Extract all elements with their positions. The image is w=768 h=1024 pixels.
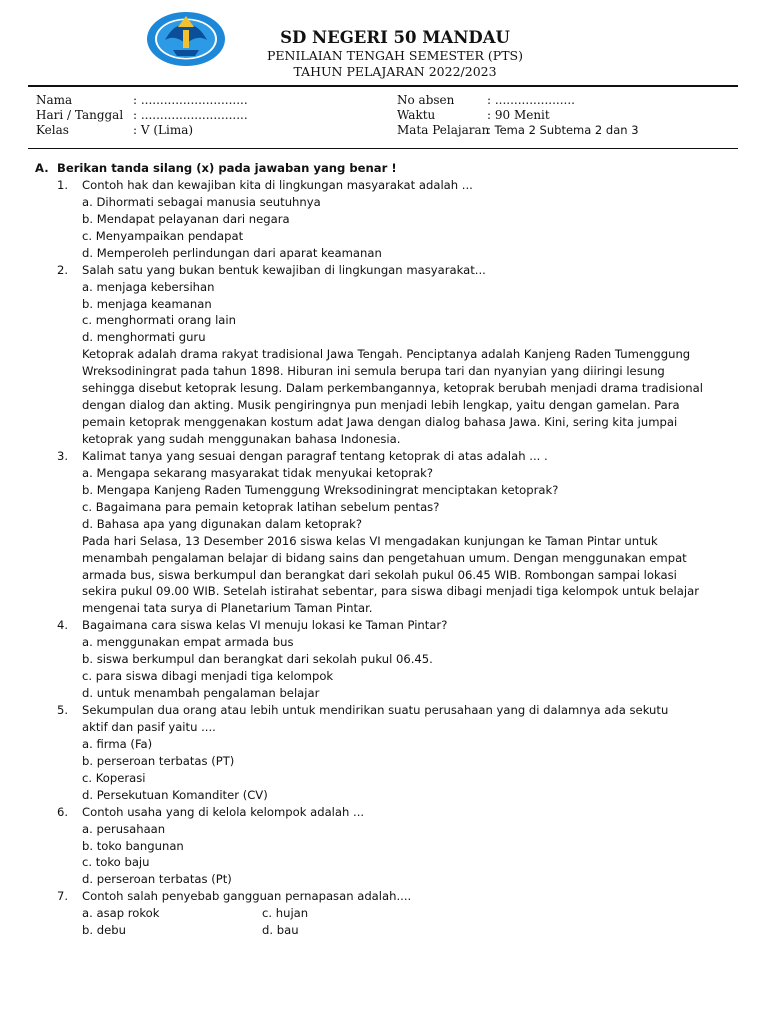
option-2a[interactable] bbox=[0, 279, 768, 296]
kelas-value: : V (Lima) bbox=[133, 123, 194, 137]
option-3b[interactable] bbox=[0, 482, 768, 499]
reading-paragraph-2-line bbox=[0, 550, 768, 567]
option-7a[interactable]: a. asap rokok bbox=[82, 906, 160, 921]
paragraph-text: mengenai tata surya di Planetarium Taman Pintar. bbox=[82, 601, 373, 616]
option-text: a. menjaga kebersihan bbox=[82, 279, 215, 294]
paragraph-text: Ketoprak adalah drama rakyat tradisional Jawa Tengah. Penciptanya adalah Kanjeng Raden Tumenggung bbox=[82, 347, 691, 362]
options-7-row-1 bbox=[0, 905, 768, 922]
option-text: a. Mengapa sekarang masyarakat tidak menyukai ketoprak? bbox=[82, 465, 434, 480]
option-text: b. siswa berkumpul dan berangkat dari sekolah pukul 06.45. bbox=[82, 652, 433, 667]
option-2c[interactable] bbox=[0, 312, 768, 329]
question-text: Kalimat tanya yang sesuai dengan paragraf tentang ketoprak di atas adalah ... . bbox=[82, 448, 548, 463]
option-6b[interactable] bbox=[0, 838, 768, 855]
option-text: b. menjaga keamanan bbox=[82, 296, 212, 311]
school-name: SD NEGERI 50 MANDAU bbox=[280, 28, 510, 47]
option-1b[interactable] bbox=[0, 211, 768, 228]
question-number: 6. bbox=[57, 804, 69, 819]
option-7d[interactable]: d. bau bbox=[262, 923, 299, 938]
question-5 bbox=[0, 702, 768, 719]
option-1d[interactable] bbox=[0, 245, 768, 262]
option-6c[interactable] bbox=[0, 854, 768, 871]
question-text: aktif dan pasif yaitu .... bbox=[82, 719, 216, 734]
paragraph-text: pemain ketoprak menggenakan kostum adat Jawa dengan dialog bahasa Jawa. Kini, sering kita jumpai bbox=[82, 415, 678, 430]
info-divider bbox=[28, 148, 738, 149]
option-text: b. Mengapa Kanjeng Raden Tumenggung Wreksodiningrat menciptakan ketoprak? bbox=[82, 482, 559, 497]
question-text: Contoh salah penyebab gangguan pernapasan adalah.... bbox=[82, 889, 412, 904]
exam-name: PENILAIAN TENGAH SEMESTER (PTS) bbox=[267, 48, 523, 63]
hari-label: Hari / Tanggal bbox=[36, 108, 124, 122]
option-3c[interactable] bbox=[0, 499, 768, 516]
option-text: a. firma (Fa) bbox=[82, 736, 153, 751]
option-text: d. perseroan terbatas (Pt) bbox=[82, 872, 232, 887]
question-1 bbox=[0, 177, 768, 194]
paragraph-text: sekira pukul 09.00 WIB. Setelah istirahat sebentar, para siswa dibagi menjadi tiga kelompok untuk belajar bbox=[82, 584, 699, 599]
question-number: 7. bbox=[57, 889, 69, 904]
option-7c[interactable]: c. hujan bbox=[262, 906, 309, 921]
option-4b[interactable] bbox=[0, 651, 768, 668]
option-text: d. Bahasa apa yang digunakan dalam ketoprak? bbox=[82, 516, 363, 531]
paragraph-text: armada bus, siswa berkumpul dan berangkat dari sekolah pukul 06.45 WIB. Rombongan sampai lokasi bbox=[82, 567, 677, 582]
option-text: a. menggunakan empat armada bus bbox=[82, 635, 294, 650]
waktu-label: Waktu bbox=[397, 108, 436, 122]
option-5a[interactable] bbox=[0, 736, 768, 753]
question-5-continued bbox=[0, 719, 768, 736]
paragraph-text: menambah pengalaman belajar di bidang sains dan pengetahuan umum. Dengan menggunakan empat bbox=[82, 550, 687, 565]
option-7b[interactable]: b. debu bbox=[82, 923, 126, 938]
option-1c[interactable] bbox=[0, 228, 768, 245]
mapel-value: : Tema 2 Subtema 2 dan 3 bbox=[487, 123, 639, 137]
question-number: 4. bbox=[57, 618, 69, 633]
question-text: Salah satu yang bukan bentuk kewajiban di lingkungan masyarakat... bbox=[82, 262, 486, 277]
academic-year: TAHUN PELAJARAN 2022/2023 bbox=[293, 64, 497, 79]
option-3a[interactable] bbox=[0, 465, 768, 482]
nama-label: Nama bbox=[36, 93, 73, 107]
question-text: Contoh usaha yang di kelola kelompok adalah ... bbox=[82, 804, 365, 819]
question-7 bbox=[0, 888, 768, 905]
waktu-value: : 90 Menit bbox=[487, 108, 550, 122]
option-1a[interactable] bbox=[0, 194, 768, 211]
question-4 bbox=[0, 617, 768, 634]
reading-paragraph-1-line bbox=[0, 414, 768, 431]
reading-paragraph-1-line bbox=[0, 431, 768, 448]
option-text: d. menghormati guru bbox=[82, 330, 206, 345]
question-6 bbox=[0, 804, 768, 821]
paragraph-text: dengan dialog dan akting. Musik pengiringnya pun menjadi lebih lengkap, yaitu dengan gamelan. Para bbox=[82, 398, 680, 413]
paragraph-text: sehingga disebut ketoprak lesung. Dalam perkembangannya, ketoprak berubah menjadi drama tradisional bbox=[82, 381, 703, 396]
reading-paragraph-1-line bbox=[0, 346, 768, 363]
option-5d[interactable] bbox=[0, 787, 768, 804]
reading-paragraph-1-line bbox=[0, 380, 768, 397]
question-number: 1. bbox=[57, 177, 69, 192]
section-a-heading bbox=[0, 160, 768, 177]
option-text: c. Menyampaikan pendapat bbox=[82, 228, 244, 243]
option-text: c. Koperasi bbox=[82, 770, 146, 785]
paragraph-text: ketoprak yang sudah menggunakan bahasa Indonesia. bbox=[82, 432, 401, 446]
reading-paragraph-2-line bbox=[0, 600, 768, 617]
reading-paragraph-2-line bbox=[0, 533, 768, 550]
reading-paragraph-2-line bbox=[0, 567, 768, 584]
paragraph-text: Wreksodiningrat pada tahun 1898. Hiburan ini semula berupa tari dan nyanyian yang diiringi lesung bbox=[82, 364, 665, 379]
option-text: d. Persekutuan Komanditer (CV) bbox=[82, 787, 268, 802]
options-7-row-2 bbox=[0, 922, 768, 939]
option-6d[interactable] bbox=[0, 871, 768, 888]
nama-value: : ............................ bbox=[133, 93, 248, 107]
option-text: b. Mendapat pelayanan dari negara bbox=[82, 211, 290, 226]
student-info bbox=[0, 90, 768, 146]
question-3 bbox=[0, 448, 768, 465]
noabsen-label: No absen bbox=[397, 93, 455, 107]
question-text: Bagaimana cara siswa kelas VI menuju lokasi ke Taman Pintar? bbox=[82, 618, 448, 633]
tut-wuri-handayani-logo bbox=[145, 10, 227, 68]
section-marker: A. bbox=[35, 161, 49, 175]
question-number: 3. bbox=[57, 448, 69, 463]
exam-questions bbox=[0, 160, 768, 939]
question-number: 2. bbox=[57, 262, 69, 277]
option-text: b. toko bangunan bbox=[82, 838, 184, 853]
option-text: c. menghormati orang lain bbox=[82, 313, 236, 328]
option-text: a. Dihormati sebagai manusia seutuhnya bbox=[82, 194, 321, 209]
hari-value: : ............................ bbox=[133, 108, 248, 122]
option-3d[interactable] bbox=[0, 516, 768, 533]
option-6a[interactable] bbox=[0, 821, 768, 838]
option-2d[interactable] bbox=[0, 329, 768, 346]
section-title: Berikan tanda silang (x) pada jawaban yang benar ! bbox=[57, 161, 397, 175]
reading-paragraph-1-line bbox=[0, 363, 768, 380]
option-text: d. Memperoleh perlindungan dari aparat keamanan bbox=[82, 245, 382, 260]
mapel-label: Mata Pelajaran bbox=[397, 123, 490, 137]
paragraph-text: Pada hari Selasa, 13 Desember 2016 siswa kelas VI mengadakan kunjungan ke Taman Pintar untuk bbox=[82, 533, 658, 548]
option-text: c. Bagaimana para pemain ketoprak latihan sebelum pentas? bbox=[82, 499, 440, 514]
question-text: Contoh hak dan kewajiban kita di lingkungan masyarakat adalah ... bbox=[82, 177, 473, 192]
kelas-label: Kelas bbox=[36, 123, 69, 137]
option-5b[interactable] bbox=[0, 753, 768, 770]
document-header bbox=[0, 0, 768, 84]
option-text: b. perseroan terbatas (PT) bbox=[82, 753, 235, 768]
question-2 bbox=[0, 262, 768, 279]
option-text: c. para siswa dibagi menjadi tiga kelompok bbox=[82, 669, 334, 684]
reading-paragraph-1-line bbox=[0, 397, 768, 414]
option-2b[interactable] bbox=[0, 296, 768, 313]
option-text: d. untuk menambah pengalaman belajar bbox=[82, 686, 320, 701]
question-text: Sekumpulan dua orang atau lebih untuk mendirikan suatu perusahaan yang di dalamnya ada sekutu bbox=[82, 703, 669, 717]
header-divider bbox=[28, 85, 738, 87]
option-5c[interactable] bbox=[0, 770, 768, 787]
option-4d[interactable] bbox=[0, 685, 768, 702]
option-4c[interactable] bbox=[0, 668, 768, 685]
option-text: c. toko baju bbox=[82, 855, 150, 870]
question-number: 5. bbox=[57, 703, 69, 717]
reading-paragraph-2-line bbox=[0, 583, 768, 600]
noabsen-value: : ..................... bbox=[487, 93, 575, 107]
option-4a[interactable] bbox=[0, 634, 768, 651]
option-text: a. perusahaan bbox=[82, 821, 166, 836]
